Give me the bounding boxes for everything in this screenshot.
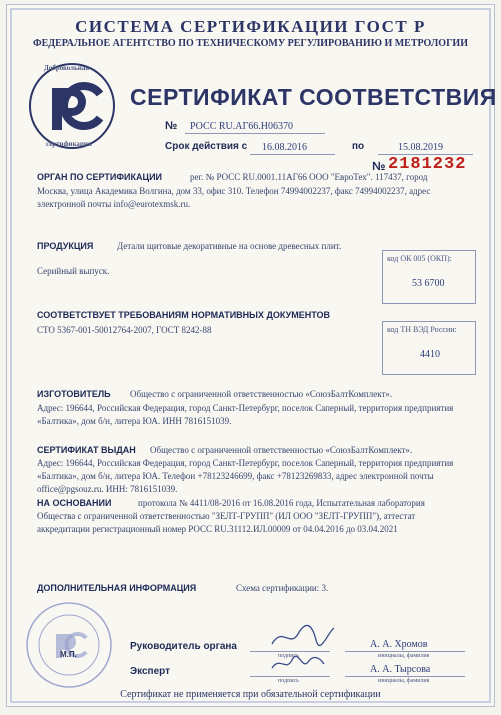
product-description: Детали щитовые декоративные на основе древесных плит. bbox=[117, 241, 342, 251]
agency-heading: ФЕДЕРАЛЬНОЕ АГЕНТСТВО ПО ТЕХНИЧЕСКОМУ РЕГУЛИРОВАНИЮ И МЕТРОЛОГИИ bbox=[33, 38, 468, 49]
head-name-caption: инициалы, фамилия bbox=[378, 653, 430, 659]
reg-number: РОСС RU.АГ66.Н06370 bbox=[190, 121, 293, 132]
organ-line-1: рег. № РОСС RU.0001.11АГ66 ООО "ЕвроТех". 117437, город bbox=[190, 172, 428, 182]
certificate-title: СЕРТИФИКАТ СООТВЕТСТВИЯ bbox=[130, 84, 497, 110]
stamp-seal-icon bbox=[24, 600, 114, 690]
okp-code: 53 6700 bbox=[412, 278, 445, 289]
basis-line-3: аккредитации регистрационный номер РОСС RU.31112.ИЛ.00009 от 04.04.2016 до 03.04.2021 bbox=[37, 524, 398, 534]
issued-line-4: office@pgsouz.ru. ИНН: 7816151039. bbox=[37, 484, 178, 494]
valid-to: 15.08.2019 bbox=[398, 142, 443, 153]
reg-number-label: № bbox=[165, 120, 178, 132]
validity-label: Срок действия с bbox=[165, 141, 248, 152]
product-label: ПРОДУКЦИЯ bbox=[37, 241, 94, 251]
signature-icon bbox=[268, 622, 338, 650]
stamp-mp: М.П. bbox=[60, 650, 77, 659]
official-stamp bbox=[24, 600, 114, 690]
basis-line-1: протокола № 4411/08-2016 от 16.08.2016 года, Испытательная лаборатория bbox=[138, 498, 425, 508]
serial-label: № bbox=[372, 159, 386, 173]
basis-line-2: Общества с ограниченной ответственностью "ЗЕЛТ-ГРУПП" (ИЛ ООО "ЗЕЛТ-ГРУПП"), аттестат bbox=[37, 511, 416, 521]
expert-sig-caption: подпись bbox=[278, 678, 299, 684]
compliance-label: СООТВЕТСТВУЕТ ТРЕБОВАНИЯМ НОРМАТИВНЫХ ДОКУМЕНТОВ bbox=[37, 310, 330, 320]
manufacturer-label: ИЗГОТОВИТЕЛЬ bbox=[37, 389, 111, 399]
signature-icon bbox=[268, 650, 328, 676]
compliance-docs: СТО 5367-001-50012764-2007, ГОСТ 8242-88 bbox=[37, 325, 212, 335]
organ-line-3: электронной почты info@eurotexmsk.ru. bbox=[37, 199, 191, 209]
voluntary-certification-logo bbox=[22, 58, 122, 154]
manufacturer-line-1: Общество с ограниченной ответственностью «СоюзБалтКомплект». bbox=[130, 389, 393, 399]
product-series: Серийный выпуск. bbox=[37, 266, 110, 276]
okp-label: код ОК 005 (ОКП): bbox=[387, 254, 452, 263]
expert-label: Эксперт bbox=[130, 666, 171, 677]
head-sig-caption: подпись bbox=[278, 653, 299, 659]
issued-label: СЕРТИФИКАТ ВЫДАН bbox=[37, 445, 136, 455]
additional-text: Схема сертификации: 3. bbox=[236, 583, 329, 593]
head-name: А. А. Хромов bbox=[370, 639, 428, 650]
additional-label: ДОПОЛНИТЕЛЬНАЯ ИНФОРМАЦИЯ bbox=[37, 583, 197, 593]
manufacturer-line-2: Адрес: 196644, Российская Федерация, город Санкт-Петербург, поселок Саперный, территория предприятия bbox=[37, 403, 454, 413]
valid-to-label: по bbox=[352, 141, 365, 152]
head-label: Руководитель органа bbox=[130, 641, 237, 652]
tnved-label: код ТН ВЭД России: bbox=[387, 325, 457, 334]
valid-from: 16.08.2016 bbox=[262, 142, 307, 153]
organ-line-2: Москва, улица Академика Волгина, дом 33, офис 310. Телефон 74994002237, факс 74994002237, адрес bbox=[37, 186, 431, 196]
tnved-code: 4410 bbox=[420, 349, 440, 360]
manufacturer-line-3: «Балтика», дом б/н, литера ЮА. ИНН 7816151039. bbox=[37, 416, 232, 426]
system-heading: СИСТЕМА СЕРТИФИКАЦИИ ГОСТ Р bbox=[75, 17, 426, 36]
issued-line-2: Адрес: 196644, Российская Федерация, город Санкт-Петербург, поселок Саперный, территория предприятия bbox=[37, 458, 454, 468]
expert-name: А. А. Тырсова bbox=[370, 664, 431, 675]
logo-caption-top: Добровольная bbox=[44, 64, 90, 72]
expert-name-caption: инициалы, фамилия bbox=[378, 678, 430, 684]
organ-label: ОРГАН ПО СЕРТИФИКАЦИИ bbox=[37, 172, 163, 182]
footer-note: Сертификат не применяется при обязательной сертификации bbox=[120, 689, 381, 700]
basis-label: НА ОСНОВАНИИ bbox=[37, 498, 112, 508]
logo-caption-bottom: сертификация bbox=[46, 140, 92, 148]
issued-line-1: Общество с ограниченной ответственностью «СоюзБалтКомплект». bbox=[150, 445, 413, 455]
issued-line-3: «Балтика», дом б/н, литера ЮА. Телефон +78123246699, факс +78123269833, адрес электронной почты bbox=[37, 471, 434, 481]
serial-number: 2181232 bbox=[388, 155, 467, 174]
